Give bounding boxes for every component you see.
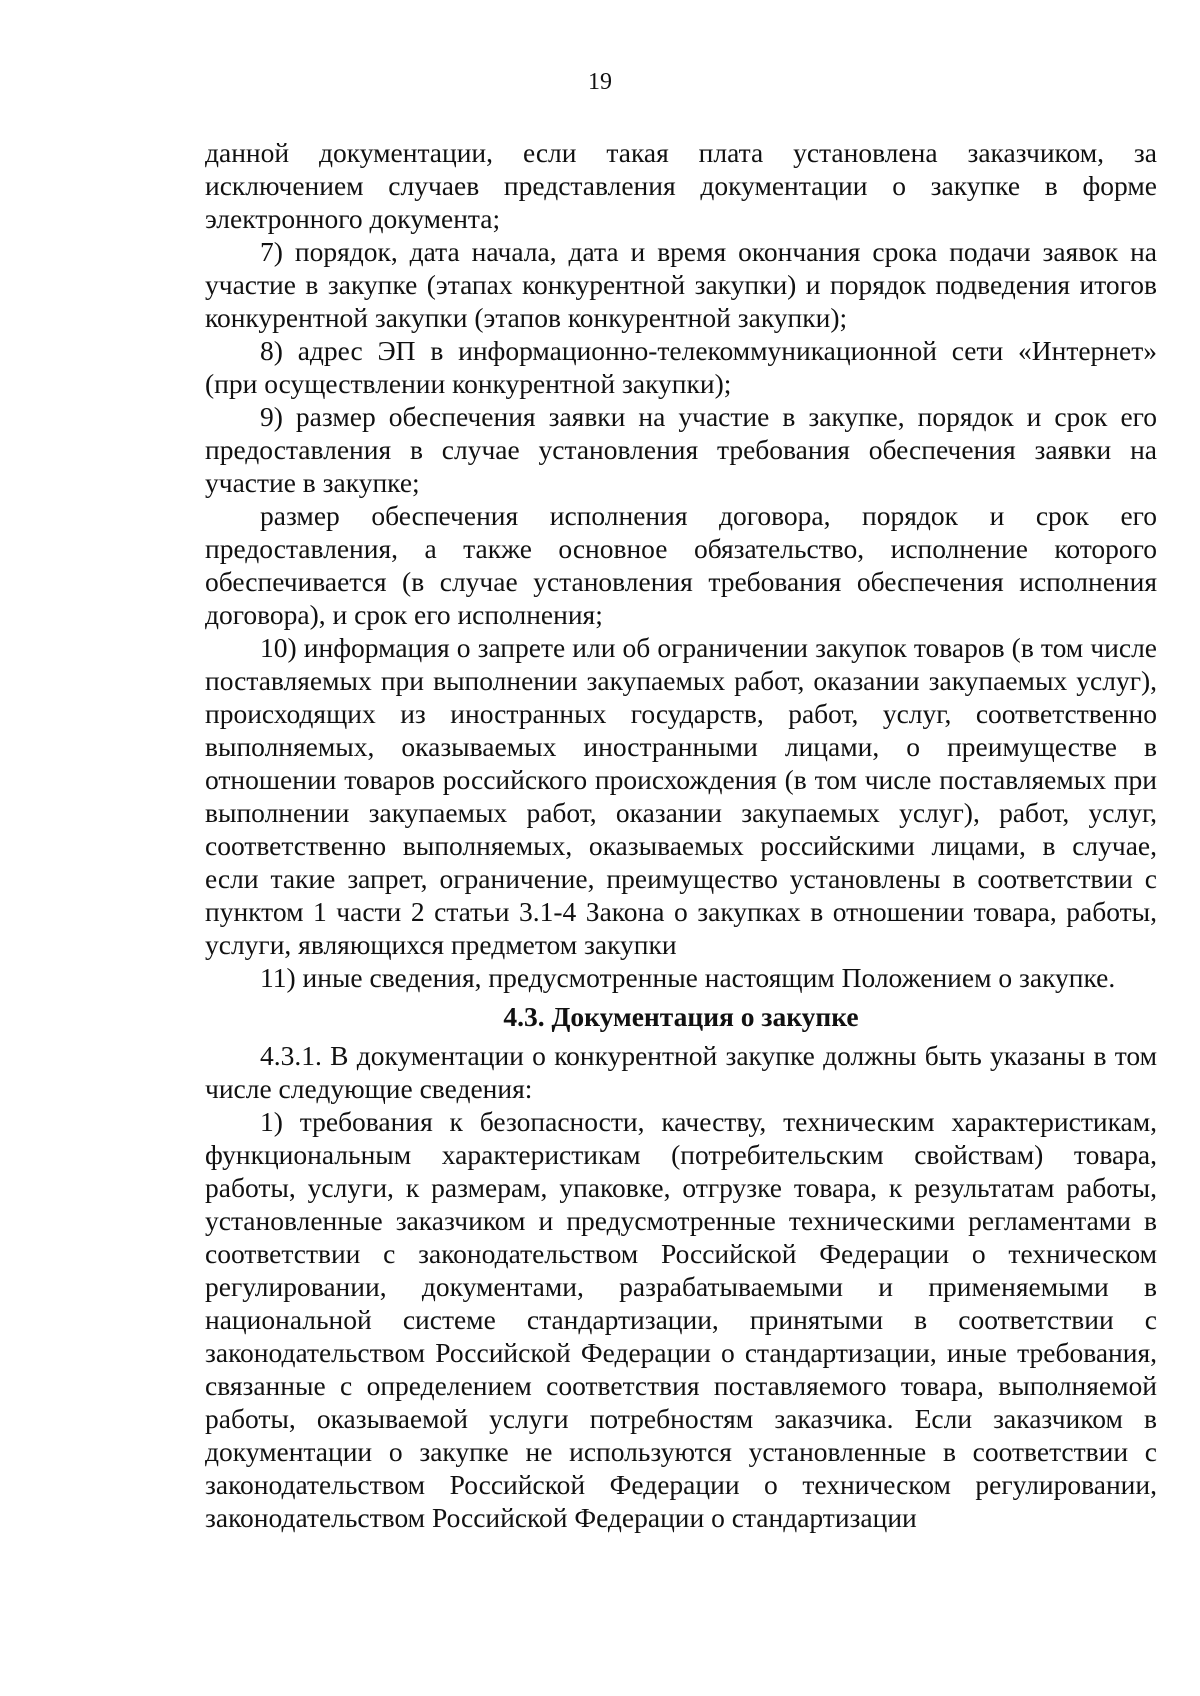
list-item-9-continued: размер обеспечения исполнения договора, порядок и срок его предоставления, а также основное обязательство, исполнение которого обеспечивается (в случае установления требования обеспечения исполнения договора), и срок его исполнения; bbox=[205, 500, 1157, 630]
paragraph-4-3-1: 4.3.1. В документации о конкурентной закупке должны быть указаны в том числе следующие сведения: bbox=[205, 1040, 1157, 1104]
list-item-9: 9) размер обеспечения заявки на участие в закупке, порядок и срок его предоставления в случае установления требования обеспечения заявки на участие в закупке; bbox=[205, 401, 1157, 498]
list-item-8: 8) адрес ЭП в информационно-телекоммуникационной сети «Интернет» (при осуществлении конкурентной закупки); bbox=[205, 335, 1157, 399]
list-item-7: 7) порядок, дата начала, дата и время окончания срока подачи заявок на участие в закупке (этапах конкурентной закупки) и порядок подведения итогов конкурентной закупки (этапов конкурентной закупки); bbox=[205, 236, 1157, 333]
list-item-1: 1) требования к безопасности, качеству, техническим характеристикам, функциональным характеристикам (потребительским свойствам) товара, работы, услуги, к размерам, упаковке, отгрузке товара, к результатам работы, установленные заказчиком и предусмотренные техническими регламентами в соответствии с законодательством Российской Федерации о техническом регулировании, документами, разрабатываемыми и применяемыми в национальной системе стандартизации, принятыми в соответствии с законодательством Российской Федерации о стандартизации, иные требования, связанные с определением соответствия поставляемого товара, выполняемой работы, оказываемой услуги потребностям заказчика. Если заказчиком в документации о закупке не используются установленные в соответствии с законодательством Российской Федерации о техническом регулировании, законодательством Российской Федерации о стандартизации bbox=[205, 1106, 1157, 1533]
list-item-10: 10) информация о запрете или об ограничении закупок товаров (в том числе поставляемых при выполнении закупаемых работ, оказании закупаемых услуг), происходящих из иностранных государств, работ, услуг, соответственно выполняемых, оказываемых иностранными лицами, о преимуществе в отношении товаров российского происхождения (в том числе поставляемых при выполнении закупаемых работ, оказании закупаемых услуг), работ, услуг, соответственно выполняемых, оказываемых российскими лицами, в случае, если такие запрет, ограничение, преимущество установлены в соответствии с пунктом 1 части 2 статьи 3.1-4 Закона о закупках в отношении товара, работы, услуги, являющихся предметом закупки bbox=[205, 632, 1157, 960]
list-item-11: 11) иные сведения, предусмотренные настоящим Положением о закупке. bbox=[260, 962, 1116, 993]
page-content bbox=[205, 136, 1157, 1534]
page-number: 19 bbox=[588, 69, 612, 95]
paragraph-continuation: данной документации, если такая плата установлена заказчиком, за исключением случаев представления документации о закупке в форме электронного документа; bbox=[205, 137, 1157, 234]
section-heading: 4.3. Документация о закупке bbox=[503, 1001, 859, 1032]
